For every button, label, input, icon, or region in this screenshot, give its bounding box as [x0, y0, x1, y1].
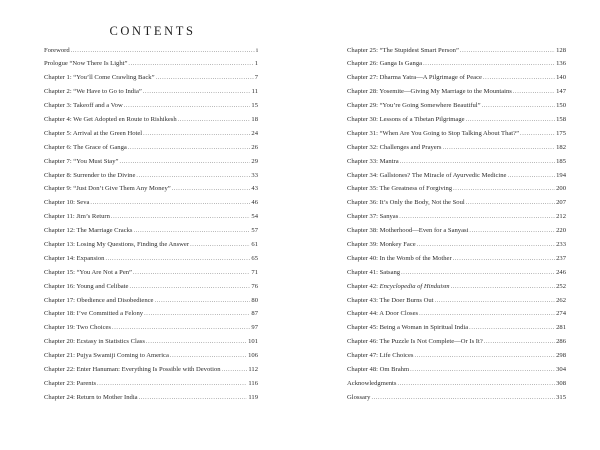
dot-leader — [482, 100, 556, 114]
toc-entry — [347, 224, 566, 238]
toc-entry-title: Chapter 43: The Doer Burns Out — [347, 296, 434, 304]
toc-entry-title: Chapter 40: In the Womb of the Mother — [347, 254, 452, 262]
dot-leader — [133, 267, 250, 281]
toc-entry-title: Chapter 17: Obedience and Disobedience — [44, 296, 154, 304]
dot-leader — [414, 350, 555, 364]
toc-entry — [44, 307, 258, 321]
toc-entry-title: Chapter 9: “Just Don’t Give Them Any Money” — [44, 185, 171, 193]
toc-right-column — [347, 44, 566, 405]
toc-entry — [347, 252, 566, 266]
toc-entry — [347, 182, 566, 196]
dot-leader — [453, 253, 555, 267]
toc-entry-page-number: 147 — [556, 88, 566, 96]
toc-entry-title: Chapter 4: We Get Adopted en Route to Rishikesh — [44, 115, 177, 123]
dot-leader — [469, 322, 555, 336]
toc-entry-title: Chapter 7: “You Must Stay” — [44, 157, 119, 165]
toc-entry — [44, 294, 258, 308]
toc-entry-title: Chapter 45: Being a Woman in Spiritual India — [347, 324, 469, 332]
toc-entry — [347, 113, 566, 127]
toc-entry-page-number: 298 — [556, 352, 566, 360]
toc-entry-page-number: 128 — [556, 46, 566, 54]
toc-entry-page-number: 54 — [251, 213, 258, 221]
toc-entry-title: Chapter 28: Yosemite—Giving My Marriage to the Mountains — [347, 88, 512, 96]
toc-entry-page-number: 158 — [556, 115, 566, 123]
dot-leader — [139, 392, 248, 406]
toc-entry — [347, 391, 566, 405]
toc-entry — [44, 321, 258, 335]
toc-entry-page-number: 97 — [251, 324, 258, 332]
toc-entry-title: Chapter 38: Motherhood—Even for a Sanyasi — [347, 227, 469, 235]
toc-entry-page-number: 33 — [251, 171, 258, 179]
toc-entry-page-number: 26 — [251, 143, 258, 151]
toc-entry-page-number: 24 — [251, 129, 258, 137]
toc-entry-page-number: 286 — [556, 338, 566, 346]
toc-entry — [347, 85, 566, 99]
toc-entry-title: Chapter 23: Parents — [44, 379, 97, 387]
dot-leader — [143, 128, 250, 142]
dot-leader — [128, 142, 251, 156]
toc-entry-page-number: 315 — [556, 393, 566, 401]
toc-entry — [44, 266, 258, 280]
toc-entry — [347, 99, 566, 113]
toc-left-column — [44, 44, 258, 405]
toc-entry-page-number: 220 — [556, 227, 566, 235]
toc-entry — [44, 85, 258, 99]
toc-entry — [44, 71, 258, 85]
dot-leader — [410, 364, 555, 378]
toc-entry — [347, 266, 566, 280]
dot-leader — [111, 211, 251, 225]
toc-entry-page-number: 29 — [251, 157, 258, 165]
toc-entry — [44, 57, 258, 71]
toc-entry — [44, 252, 258, 266]
toc-entry — [44, 113, 258, 127]
toc-entry — [44, 155, 258, 169]
toc-entry-title: Chapter 26: Ganga Is Ganga — [347, 60, 423, 68]
toc-entry — [347, 71, 566, 85]
toc-entry-page-number: 18 — [251, 115, 258, 123]
toc-entry — [44, 141, 258, 155]
toc-entry-page-number: 101 — [248, 338, 258, 346]
toc-entry-page-number: 136 — [556, 60, 566, 68]
toc-entry-page-number: 308 — [556, 379, 566, 387]
toc-entry-title: Chapter 20: Ecstasy in Statistics Class — [44, 338, 145, 346]
toc-entry-title: Chapter 32: Challenges and Prayers — [347, 143, 442, 151]
toc-entry-page-number: 112 — [248, 365, 258, 373]
dot-leader — [371, 392, 555, 406]
toc-entry-page-number: 182 — [556, 143, 566, 151]
toc-entry-title: Chapter 24: Return to Mother India — [44, 393, 138, 401]
dot-leader — [399, 211, 555, 225]
toc-entry — [44, 224, 258, 238]
toc-entry — [44, 377, 258, 391]
toc-entry — [44, 335, 258, 349]
toc-entry-page-number: i — [256, 46, 258, 54]
toc-entry-page-number: 281 — [556, 324, 566, 332]
toc-entry — [347, 280, 566, 294]
dot-leader — [146, 336, 247, 350]
toc-entry-page-number: 57 — [251, 227, 258, 235]
dot-leader — [423, 58, 555, 72]
toc-entry-title: Chapter 8: Surrender to the Divine — [44, 171, 136, 179]
toc-entry — [347, 238, 566, 252]
toc-entry — [44, 280, 258, 294]
dot-leader — [222, 364, 248, 378]
toc-entry-title: Chapter 36: It’s Only the Body, Not the Soul — [347, 199, 465, 207]
toc-entry — [44, 349, 258, 363]
toc-entry-page-number: 246 — [556, 268, 566, 276]
dot-leader — [419, 308, 555, 322]
toc-entry-title: Prologue “Now There Is Light” — [44, 60, 128, 68]
dot-leader — [513, 86, 555, 100]
dot-leader — [172, 183, 251, 197]
toc-entry-page-number: 252 — [556, 282, 566, 290]
toc-entry-page-number: 233 — [556, 240, 566, 248]
contents-heading: CONTENTS — [109, 24, 196, 38]
dot-leader — [417, 239, 555, 253]
toc-entry-title: Chapter 15: “You Are Not a Pen” — [44, 268, 132, 276]
toc-entry-page-number: 212 — [556, 213, 566, 221]
dot-leader — [90, 197, 250, 211]
toc-entry-title: Chapter 22: Enter Hanuman: Everything Is Possible with Devotion — [44, 365, 221, 373]
toc-entry-title: Chapter 34: Gallstones? The Miracle of Ayurvedic Medicine — [347, 171, 507, 179]
toc-entry-page-number: 304 — [556, 365, 566, 373]
dot-leader — [178, 114, 251, 128]
dot-leader — [484, 336, 555, 350]
toc-entry-page-number: 71 — [251, 268, 258, 276]
toc-entry-title: Foreword — [44, 46, 70, 54]
dot-leader — [466, 197, 555, 211]
toc-entry-title: Chapter 39: Monkey Face — [347, 240, 416, 248]
dot-leader — [466, 114, 556, 128]
toc-entry-title: Chapter 25: “The Stupidest Smart Person” — [347, 46, 459, 54]
toc-entry — [347, 210, 566, 224]
toc-entry — [44, 182, 258, 196]
toc-entry-title: Acknowledgments — [347, 379, 397, 387]
toc-entry-title: Chapter 3: Takeoff and a Vow — [44, 102, 123, 110]
dot-leader — [143, 86, 251, 100]
toc-entry — [44, 210, 258, 224]
toc-entry-title: Chapter 27: Dharma Yatra—A Pilgrimage of Peace — [347, 74, 482, 82]
toc-entry-page-number: 237 — [556, 254, 566, 262]
dot-leader — [469, 225, 555, 239]
dot-leader — [453, 183, 555, 197]
toc-entry-title: Chapter 44: A Door Closes — [347, 310, 419, 318]
toc-entry-page-number: 140 — [556, 74, 566, 82]
dot-leader — [170, 350, 247, 364]
dot-leader — [136, 170, 250, 184]
dot-leader — [124, 100, 251, 114]
toc-entry-title: Chapter 29: “You’re Going Somewhere Beautiful” — [347, 102, 481, 110]
toc-entry — [347, 57, 566, 71]
toc-entry-title-italic: Encyclopedia of Hinduism — [379, 282, 450, 290]
toc-entry-title: Chapter 18: I’ve Committed a Felony — [44, 310, 144, 318]
dot-leader — [155, 295, 251, 309]
toc-entry-title: Chapter 10: Seva — [44, 199, 90, 207]
toc-entry — [347, 44, 566, 58]
toc-entry-page-number: 185 — [556, 157, 566, 165]
toc-entry — [44, 238, 258, 252]
toc-entry — [44, 127, 258, 141]
toc-entry-page-number: 262 — [556, 296, 566, 304]
toc-entry-title: Chapter 42: Encyclopedia of Hinduism — [347, 282, 450, 290]
toc-entry — [347, 377, 566, 391]
dot-leader — [129, 281, 250, 295]
toc-entry-title: Chapter 2: “We Have to Go to India” — [44, 88, 142, 96]
dot-leader — [144, 308, 250, 322]
toc-entry-page-number: 7 — [254, 74, 258, 82]
toc-entry-title: Chapter 33: Mantra — [347, 157, 399, 165]
toc-entry — [347, 155, 566, 169]
toc-entry-title: Chapter 47: Life Choices — [347, 352, 414, 360]
toc-entry-page-number: 15 — [251, 102, 258, 110]
toc-entry-page-number: 80 — [251, 296, 258, 304]
toc-entry-title: Chapter 48: Om Brahm — [347, 365, 410, 373]
dot-leader — [435, 295, 556, 309]
toc-entry-title: Chapter 46: The Puzzle Is Not Complete—Or Is It? — [347, 338, 483, 346]
dot-leader — [119, 156, 250, 170]
toc-entry — [347, 321, 566, 335]
dot-leader — [483, 72, 555, 86]
toc-entry-title: Chapter 12: The Marriage Cracks — [44, 227, 133, 235]
dot-leader — [156, 72, 254, 86]
dot-leader — [105, 253, 250, 267]
dot-leader — [520, 128, 555, 142]
toc-entry-title: Chapter 5: Arrival at the Green Hotel — [44, 129, 143, 137]
dot-leader — [71, 45, 256, 59]
toc-entry-page-number: 116 — [248, 379, 258, 387]
toc-entry — [44, 196, 258, 210]
dot-leader — [397, 378, 555, 392]
toc-entry — [347, 294, 566, 308]
dot-leader — [451, 281, 556, 295]
toc-entry-title: Chapter 21: Pujya Swamiji Coming to America — [44, 352, 169, 360]
toc-entry-page-number: 46 — [251, 199, 258, 207]
toc-entry — [44, 169, 258, 183]
toc-entry — [347, 349, 566, 363]
toc-entry-title: Chapter 19: Two Choices — [44, 324, 111, 332]
toc-entry — [347, 335, 566, 349]
toc-entry-title: Chapter 41: Satsang — [347, 268, 401, 276]
toc-entry — [347, 307, 566, 321]
toc-entry — [347, 169, 566, 183]
toc-entry-page-number: 194 — [556, 171, 566, 179]
toc-entry-title: Chapter 16: Young and Celibate — [44, 282, 129, 290]
toc-entry-page-number: 106 — [248, 352, 258, 360]
toc-entry-title: Chapter 13: Losing My Questions, Finding the Answer — [44, 240, 190, 248]
toc-entry — [347, 141, 566, 155]
toc-entry-title: Chapter 35: The Greatness of Forgiving — [347, 185, 453, 193]
dot-leader — [401, 267, 555, 281]
toc-entry-page-number: 175 — [556, 129, 566, 137]
toc-entry-page-number: 119 — [248, 393, 258, 401]
toc-entry-page-number: 43 — [251, 185, 258, 193]
toc-entry-title: Chapter 1: “You’ll Come Crawling Back” — [44, 74, 155, 82]
toc-entry-page-number: 150 — [556, 102, 566, 110]
toc-entry — [44, 363, 258, 377]
dot-leader — [400, 156, 555, 170]
toc-entry-title: Chapter 6: The Grace of Ganga — [44, 143, 127, 151]
toc-entry-title: Chapter 37: Sanyas — [347, 213, 399, 221]
toc-entry-title: Glossary — [347, 393, 371, 401]
toc-entry — [44, 99, 258, 113]
toc-entry-page-number: 76 — [251, 282, 258, 290]
toc-entry-page-number: 200 — [556, 185, 566, 193]
toc-entry-title: Chapter 30: Lessons of a Tibetan Pilgrimage — [347, 115, 465, 123]
dot-leader — [460, 45, 555, 59]
dot-leader — [134, 225, 251, 239]
toc-entry — [44, 391, 258, 405]
dot-leader — [97, 378, 247, 392]
dot-leader — [190, 239, 250, 253]
toc-entry-page-number: 1 — [254, 60, 258, 68]
dot-leader — [443, 142, 556, 156]
toc-entry — [347, 363, 566, 377]
dot-leader — [128, 58, 253, 72]
toc-entry — [44, 44, 258, 58]
toc-entry — [347, 127, 566, 141]
toc-entry-title: Chapter 31: “When Are You Going to Stop Talking About That?” — [347, 129, 519, 137]
toc-entry-page-number: 61 — [251, 240, 258, 248]
toc-entry-page-number: 87 — [251, 310, 258, 318]
dot-leader — [508, 170, 556, 184]
toc-entry-page-number: 11 — [251, 88, 258, 96]
toc-entry-page-number: 274 — [556, 310, 566, 318]
toc-entry-title: Chapter 11: Jim’s Return — [44, 213, 110, 221]
toc-entry — [347, 196, 566, 210]
dot-leader — [112, 322, 250, 336]
toc-entry-page-number: 207 — [556, 199, 566, 207]
toc-entry-title: Chapter 14: Expansion — [44, 254, 105, 262]
toc-entry-page-number: 65 — [251, 254, 258, 262]
